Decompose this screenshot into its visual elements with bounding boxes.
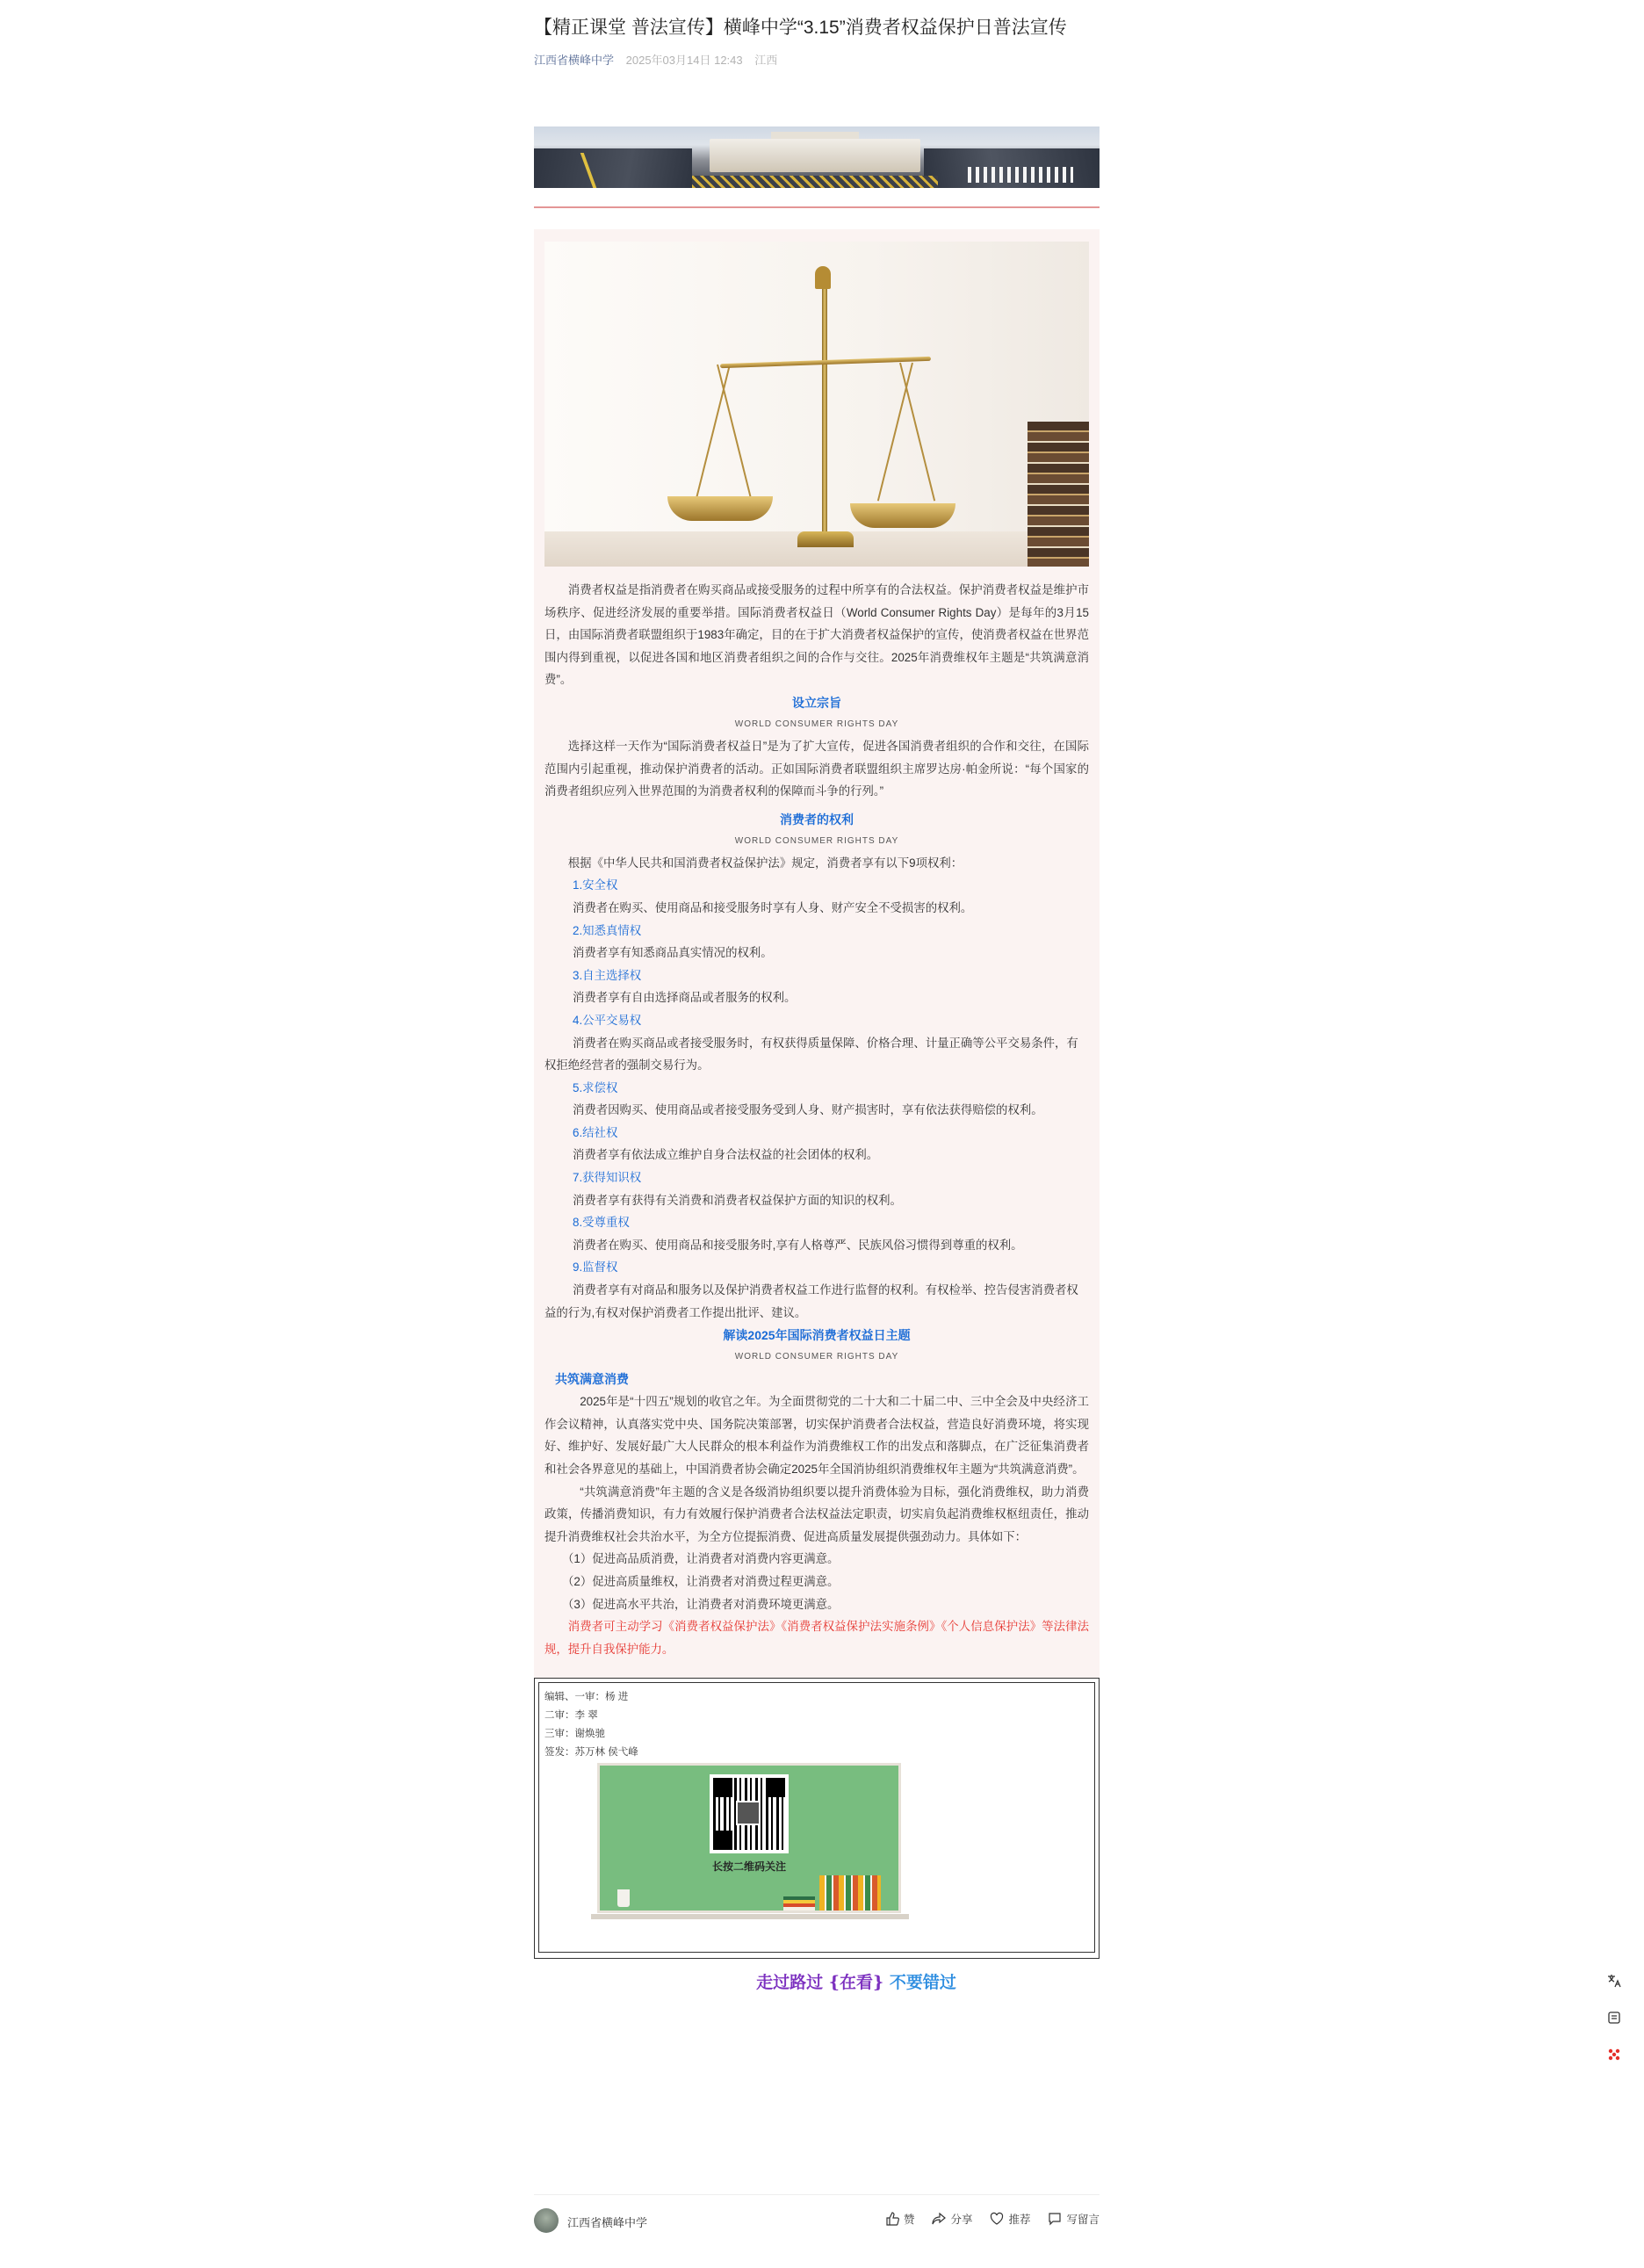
intro-paragraph: 消费者权益是指消费者在购买商品或接受服务的过程中所享有的合法权益。保护消费者权益是维护市场秩序、促进经济发展的重要举措。国际消费者权益日（World Consumer Rights Day）是每年的3月15日，由国际消费者联盟组织于1983年确定，目的在于扩大消费者权益保护的宣传，使消费者权益在世界范围内得到重视，以促进各国和地区消费者组织之间的合作与交往。2025年消费维权年主题是“共筑满意消费”。 <box>544 583 1089 687</box>
bottom-action-bar <box>534 2194 1100 2239</box>
comment-button[interactable] <box>1048 2211 1100 2227</box>
section-subtitle: WORLD CONSUMER RIGHTS DAY <box>734 835 899 846</box>
right-title: 7.获得知识权 <box>573 1171 642 1185</box>
campus-banner-image <box>534 126 1100 188</box>
right-desc: 消费者因购买、使用商品或者接受服务受到人身、财产损害时，享有依法获得赔偿的权利。 <box>573 1103 1043 1117</box>
right-title: 5.求偿权 <box>573 1080 618 1094</box>
recommend-button[interactable] <box>990 2211 1030 2227</box>
account-link[interactable]: 江西省横峰中学 <box>534 54 615 67</box>
app-logo-icon[interactable] <box>1604 2045 1624 2064</box>
right-title: 8.受尊重权 <box>573 1216 630 1230</box>
heart-icon <box>990 2212 1004 2226</box>
right-desc: 消费者享有依法成立维护自身合法权益的社会团体的权利。 <box>573 1148 879 1162</box>
rights-list <box>544 874 1089 1324</box>
credit-line: 三审：谢焕驰 <box>544 1729 605 1740</box>
theme-item: （1）促进高品质消费，让消费者对消费内容更满意。 <box>562 1552 840 1566</box>
right-title: 9.监督权 <box>573 1260 618 1275</box>
section-subtitle: WORLD CONSUMER RIGHTS DAY <box>734 719 899 729</box>
credits <box>544 1688 1094 1762</box>
share-button[interactable] <box>932 2211 972 2227</box>
share-icon <box>932 2212 946 2226</box>
credit-line: 签发：苏万林 侯弋峰 <box>544 1747 638 1759</box>
scales-image <box>544 242 1089 567</box>
divider <box>534 206 1100 208</box>
comment-label: 写留言 <box>1066 2214 1100 2226</box>
right-desc: 消费者在购买、使用商品和接受服务时,享有人格尊严、民族风俗习惯得到尊重的权利。 <box>573 1238 1023 1252</box>
theme-item: （3）促进高水平共治，让消费者对消费环境更满意。 <box>562 1597 840 1611</box>
right-title: 2.知悉真情权 <box>573 923 642 937</box>
section-subtitle: WORLD CONSUMER RIGHTS DAY <box>734 1352 899 1362</box>
recommend-label: 推荐 <box>1008 2214 1031 2226</box>
credit-line: 编辑、一审：杨 进 <box>544 1692 629 1703</box>
translate-icon[interactable] <box>1604 1971 1624 1990</box>
credits-box <box>534 1678 1100 1959</box>
like-button[interactable] <box>885 2211 915 2227</box>
like-label: 赞 <box>903 2214 915 2226</box>
theme-item: （2）促进高质量维权，让消费者对消费过程更满意。 <box>562 1574 840 1588</box>
right-desc: 消费者在购买商品或者接受服务时，有权获得质量保障、价格合理、计量正确等公平交易条件，有权拒绝经营者的强制交易行为。 <box>544 1036 1078 1073</box>
cup-icon <box>617 1889 630 1907</box>
closing-note: 消费者可主动学习《消费者权益保护法》《消费者权益保护法实施条例》《个人信息保护法》等法律法规，提升自我保护能力。 <box>544 1620 1089 1656</box>
chalkboard-qr-card <box>597 1763 901 1913</box>
tagline-part: 走过路过 <box>756 1973 824 1993</box>
right-desc: 消费者享有对商品和服务以及保护消费者权益工作进行监督的权利。有权检举、控告侵害消费者权益的行为,有权对保护消费者工作提出批评、建议。 <box>544 1283 1078 1319</box>
books-icon <box>819 1875 881 1910</box>
section-title-theme: 解读2025年国际消费者权益日主题 <box>723 1328 911 1343</box>
rights-lead: 根据《中华人民共和国消费者权益保护法》规定，消费者享有以下9项权利： <box>567 856 963 870</box>
article-content <box>534 229 1100 1678</box>
right-title: 3.自主选择权 <box>573 968 642 982</box>
right-desc: 消费者享有获得有关消费和消费者权益保护方面的知识的权利。 <box>573 1193 902 1207</box>
reader-mode-icon[interactable] <box>1604 2008 1624 2027</box>
right-title: 1.安全权 <box>573 878 618 892</box>
thumbs-up-icon <box>885 2212 899 2226</box>
article-title: 【精正课堂 普法宣传】横峰中学“3.15”消费者权益保护日普法宣传 <box>534 18 1067 38</box>
bottom-account-name[interactable]: 江西省横峰中学 <box>567 2216 648 2229</box>
right-desc: 消费者享有自由选择商品或者服务的权利。 <box>573 991 797 1005</box>
credit-line: 二审：李 翠 <box>544 1710 598 1722</box>
right-title: 6.结社权 <box>573 1125 618 1139</box>
qr-caption: 长按二维码关注 <box>711 1860 786 1874</box>
article-meta <box>534 51 1100 69</box>
section-title-rights: 消费者的权利 <box>780 812 854 827</box>
books-icon <box>783 1896 815 1910</box>
theme-heading: 共筑满意消费 <box>555 1372 629 1387</box>
qr-code[interactable] <box>710 1774 789 1853</box>
tagline <box>534 1969 1100 1996</box>
tagline-part: 不要错过 <box>889 1973 956 1993</box>
comment-icon <box>1048 2212 1062 2226</box>
article <box>534 0 1100 1996</box>
right-desc: 消费者在购买、使用商品和接受服务时享有人身、财产安全不受损害的权利。 <box>573 900 973 914</box>
tagline-part: {在看} <box>828 1973 884 1993</box>
publish-location: 江西 <box>754 54 778 67</box>
theme-paragraph-2: “共筑满意消费”年主题的含义是各级消协组织要以提升消费体验为目标，强化消费维权，助力消费政策，传播消费知识，有力有效履行保护消费者合法权益法定职责，切实肩负起消费维权枢纽责任，推动提升消费维权社会共治水平，为全方位提振消费、促进高质量发展提供强劲动力。具体如下： <box>544 1484 1089 1543</box>
section-title-purpose: 设立宗旨 <box>792 695 841 710</box>
theme-paragraph-1: 2025年是“十四五”规划的收官之年。为全面贯彻党的二十大和二十届二中、三中全会及中央经济工作会议精神，认真落实党中央、国务院决策部署，切实保护消费者合法权益，营造良好消费环境，将实现好、维护好、发展好最广大人民群众的根本利益作为消费维权工作的出发点和落脚点，在广泛征集消费者和社会各界意见的基础上，中国消费者协会确定2025年全国消协组织消费维权年主题为“共筑满意消费”。 <box>544 1395 1089 1476</box>
account-avatar[interactable] <box>534 2208 559 2233</box>
publish-date: 2025年03月14日 12:43 <box>625 54 743 67</box>
purpose-paragraph: 选择这样一天作为“国际消费者权益日”是为了扩大宣传，促进各国消费者组织的合作和交往，在国际范围内引起重视，推动保护消费者的活动。正如国际消费者联盟组织主席罗达房·帕金所说：“每个国家的消费者组织应列入世界范围的为消费者权利的保障而斗争的行列。” <box>544 739 1089 798</box>
share-label: 分享 <box>950 2214 973 2226</box>
right-title: 4.公平交易权 <box>573 1013 642 1027</box>
right-desc: 消费者享有知悉商品真实情况的权利。 <box>573 946 773 960</box>
